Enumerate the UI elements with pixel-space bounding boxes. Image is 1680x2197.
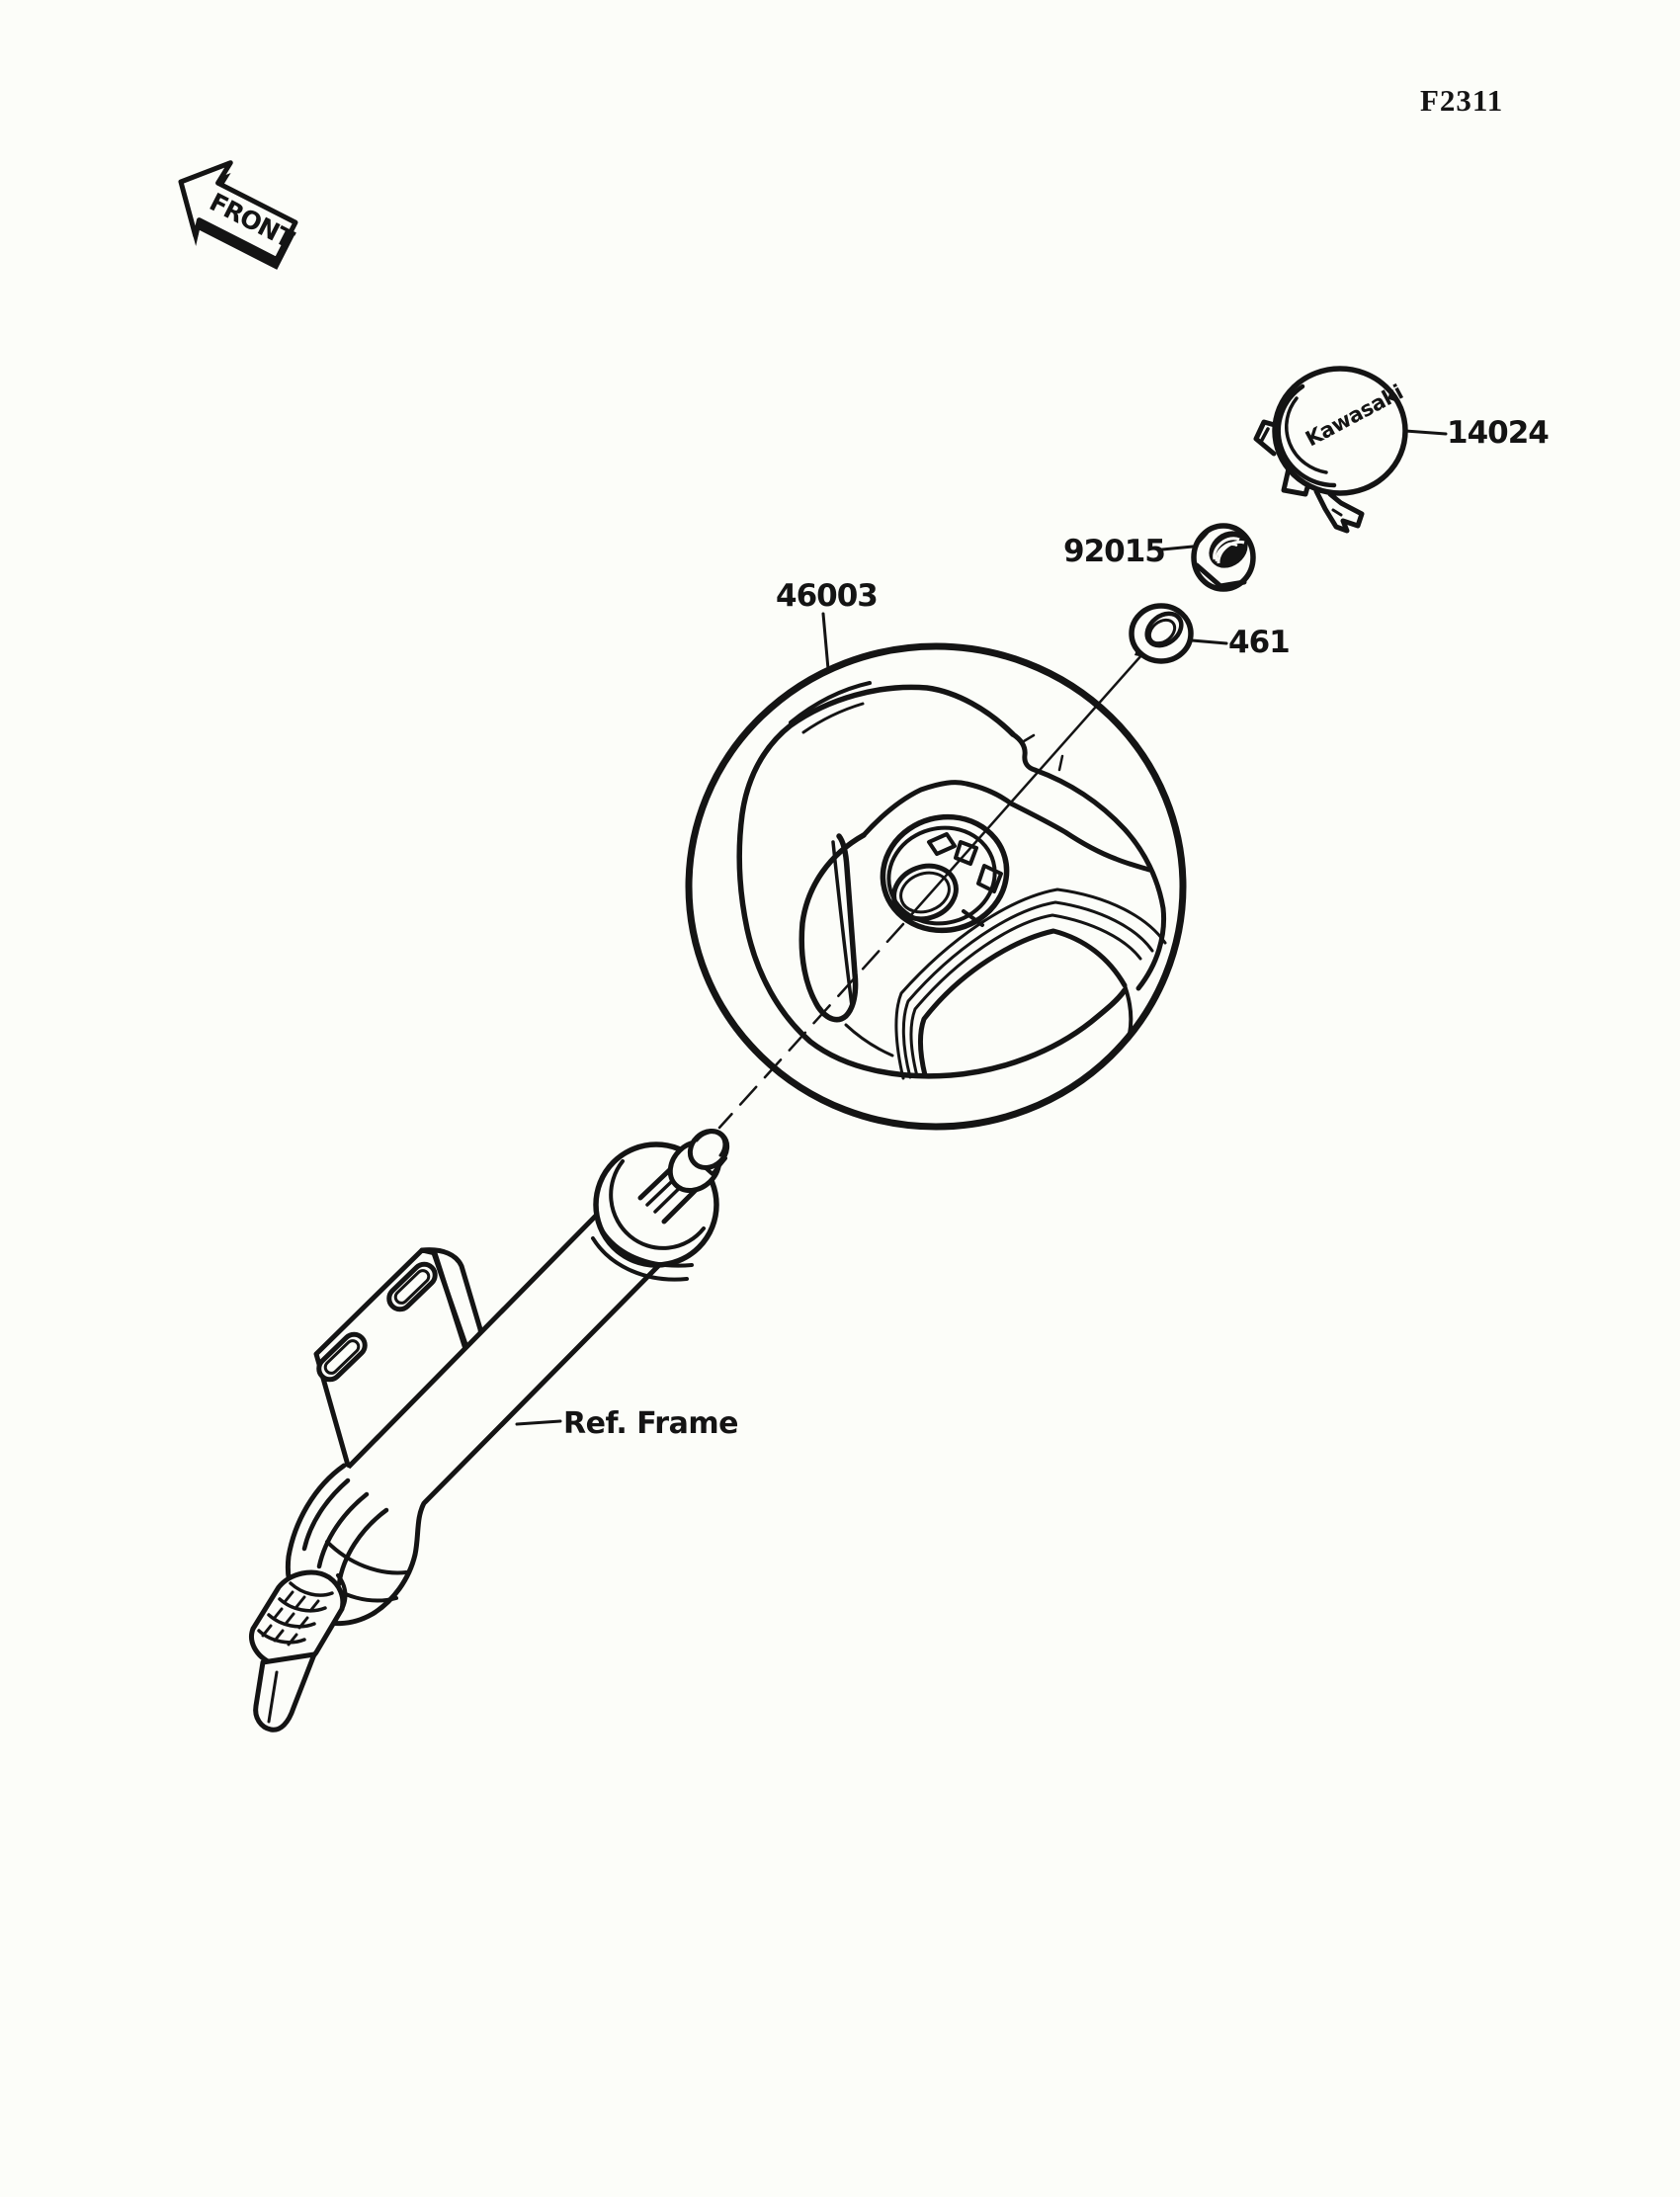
wheel-left-spoke-hairpin <box>801 835 864 1020</box>
shaft-axis-line <box>719 654 1142 1128</box>
part-label-46003: 46003 <box>776 578 878 614</box>
wheel-hub <box>870 803 1019 945</box>
flange-nut <box>1063 524 1255 589</box>
chrome-trim-inner-edge <box>920 931 1125 1075</box>
part-label-92015: 92015 <box>1063 534 1165 569</box>
leader-line-461 <box>1192 640 1226 643</box>
steering-wheel <box>689 578 1183 1127</box>
front-arrow-label: FRONT <box>205 187 298 254</box>
pad-tick-2 <box>1059 756 1062 770</box>
ref-frame-label: Ref. Frame <box>563 1406 738 1441</box>
part-label-461: 461 <box>1228 625 1290 660</box>
inner-rim-jog <box>1013 734 1035 770</box>
shaft-coupling <box>252 1572 343 1730</box>
chrome-trim-right-leg <box>1125 985 1131 1034</box>
part-label-14024: 14024 <box>1447 415 1549 451</box>
leader-line-14024 <box>1405 431 1446 434</box>
horn-cap <box>1256 369 1549 531</box>
leader-line-46003 <box>823 614 828 669</box>
leader-line-92015 <box>1162 547 1193 549</box>
figure-code-text: F2311 <box>1420 83 1504 118</box>
lock-washer <box>1132 606 1290 661</box>
cap-logo-text: Kawasaki <box>1302 380 1407 452</box>
coupling-lower-taper <box>256 1654 314 1730</box>
cap-prong <box>1316 491 1362 531</box>
front-arrow-icon <box>158 146 311 284</box>
pad-tick-1 <box>1024 735 1034 741</box>
cap-prong-inner <box>1333 510 1341 515</box>
leader-line-ref-frame <box>517 1421 560 1424</box>
pad-lower-arc <box>846 1025 892 1056</box>
steering-column <box>252 1124 738 1730</box>
